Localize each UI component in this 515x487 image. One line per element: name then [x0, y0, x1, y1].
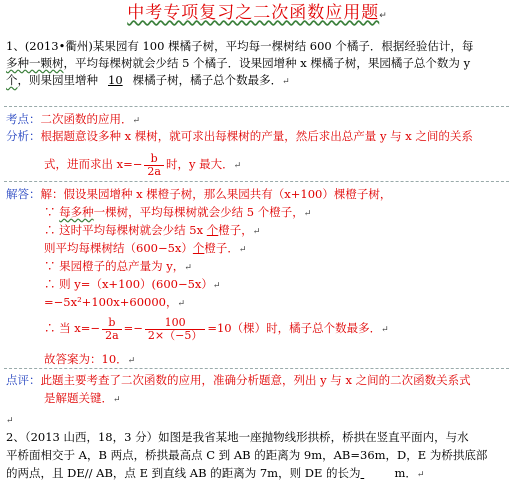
paragraph-mark-icon: ↵ [379, 11, 388, 21]
q1-line-1-text: 1、(2013•衢州)某果园有 100 棵橘子树，平均每一棵树结 600 个橘子．根据经验估计，每 [6, 39, 474, 53]
paragraph-mark-icon: ↵ [132, 116, 141, 126]
paragraph-mark-icon: ↵ [177, 299, 186, 309]
solution-step-2-underlined: 每多种 [59, 205, 94, 219]
solution-step-5-text: ∵ 果园橙子的总产量为 y， [44, 259, 185, 273]
q1-line-2-underlined: 多种一颗树 [6, 56, 64, 70]
fenxi-label: 分析： [6, 129, 41, 143]
solution-step-2-text: 一棵树，平均每棵树就会少结 5 个橙子， [93, 205, 304, 219]
dianping-text-2: 是解题关键． [44, 391, 113, 405]
q2-line-3-end: m． [394, 466, 417, 480]
step8-frac1-den: 2a [105, 328, 119, 342]
q2-line-3-text: 的两点，且 DE// AB，点 E 到直线 AB 的距离为 7m，则 DE 的长为 [6, 466, 361, 480]
q2-line-2-text: 平桥面相交于 A，B 两点，桥拱最高点 C 到 AB 的距离为 9m，AB=36m，D，E 为桥拱底部 [6, 448, 488, 462]
kaodian-label: 考点： [6, 112, 41, 126]
fenxi-text-2b: 时，y 最大． [165, 157, 234, 171]
jieda-row [6, 187, 391, 201]
paragraph-mark-icon: ↵ [233, 161, 242, 171]
paragraph-mark-icon: ↵ [184, 263, 192, 273]
paragraph-mark-icon: ↵ [113, 395, 121, 405]
solution-step-9-text: 故答案为：10． [44, 352, 128, 366]
solution-step-4-end: 橙子． [204, 241, 239, 255]
page-title [0, 3, 515, 26]
q2-line-3 [6, 466, 424, 482]
step8-frac1-num: b [102, 317, 122, 330]
dianping-row-2 [44, 391, 121, 407]
solution-step-4-unit: 个 [192, 241, 205, 255]
q1-line-3-text: ，则果园里增种 [17, 73, 98, 87]
q1-line-3 [6, 73, 290, 89]
q2-line-1 [6, 430, 469, 444]
solution-step-4 [44, 241, 246, 257]
paragraph-mark-icon: ↵ [416, 470, 425, 480]
q1-line-2 [6, 56, 470, 70]
q1-line-3-end: 棵橘子树，橘子总个数最多． [132, 73, 283, 87]
paragraph-mark-icon: ↵ [238, 245, 247, 255]
solution-step-8 [44, 314, 389, 344]
because-symbol: ∵ [44, 205, 56, 219]
fenxi-frac-den: 2a [147, 164, 161, 178]
solution-step-4-text: 则平均每棵树结（600−5x） [44, 241, 193, 255]
q2-line-2 [6, 448, 487, 462]
title-text: 中考专项复习之二次函数应用题 [127, 3, 380, 23]
section-divider [4, 368, 509, 370]
q1-line-2-text: ，平均每棵树就会少结 5 个橘子．设果园增种 x 棵橘子树，果园橘子总个数为 y [63, 56, 471, 70]
dianping-text-1: 此题主要考查了二次函数的应用，准确分析题意，列出 y 与 x 之间的二次函数关系式 [40, 373, 471, 387]
jieda-label: 解答： [6, 187, 41, 201]
solution-step-2 [44, 205, 311, 221]
paragraph-mark-icon: ↵ [127, 356, 136, 366]
paragraph-mark-icon: ↵ [252, 227, 261, 237]
solution-step-3-text: ∴ 这时平均每棵树就会少结 5x [44, 223, 207, 237]
q2-answer-blank [361, 466, 395, 480]
dianping-label: 点评： [6, 373, 41, 387]
fenxi-row-2 [44, 151, 241, 179]
solution-step-3 [44, 223, 260, 239]
solution-step-3-end: 橙子， [218, 223, 253, 237]
fenxi-row [6, 129, 473, 143]
solution-step-6 [44, 277, 220, 293]
solution-step-8-text: ∴ 当 x=− [44, 321, 101, 335]
step8-fraction-1 [102, 317, 122, 342]
solution-step-1: 解：假设果园增种 x 棵橙子树，那么果园共有（x+100）棵橙子树， [40, 187, 392, 201]
solution-step-9 [44, 352, 135, 368]
q1-line-1 [6, 39, 473, 53]
paragraph-mark-icon: ↵ [303, 209, 312, 219]
paragraph-mark-icon: ↵ [212, 281, 221, 291]
blank-paragraph [6, 412, 14, 428]
solution-step-3-unit: 个 [206, 223, 219, 237]
kaodian-text: 二次函数的应用． [40, 112, 133, 126]
kaodian-row [6, 112, 140, 128]
fenxi-text-1: 根据题意设多种 x 棵树，就可求出每棵树的产量，然后求出总产量 y 与 x 之间的关系 [40, 129, 473, 143]
section-divider [4, 106, 509, 108]
section-divider [4, 181, 509, 183]
solution-step-7 [44, 295, 185, 311]
q1-line-3-unit: 个 [6, 73, 18, 87]
solution-step-5 [44, 259, 192, 275]
q1-answer-blank: 10 [108, 73, 123, 87]
q2-line-1-text: 2、（2013 山西，18，3 分）如图是我省某地一座抛物线形拱桥，桥拱在竖直平面内，与水 [6, 430, 469, 444]
step8-frac2-den: 2×（−5） [147, 328, 203, 342]
paragraph-mark-icon: ↵ [6, 416, 14, 426]
paragraph-mark-icon: ↵ [282, 77, 290, 87]
solution-step-8-eq: =− [123, 321, 143, 335]
step8-fraction-2 [145, 317, 205, 342]
solution-step-6-text: ∴ 则 y=（x+100）(600−5x） [44, 277, 213, 291]
step8-frac2-num: 100 [145, 317, 205, 330]
solution-step-7-text: =−5x²+100x+60000， [44, 295, 178, 309]
solution-step-8-end: =10（棵）时，橘子总个数最多． [207, 321, 382, 335]
fenxi-frac-num: b [144, 153, 164, 166]
fenxi-fraction [144, 153, 164, 178]
fenxi-text-2a: 式，进而求出 x=− [44, 157, 143, 171]
dianping-row [6, 373, 471, 387]
paragraph-mark-icon: ↵ [381, 325, 389, 335]
